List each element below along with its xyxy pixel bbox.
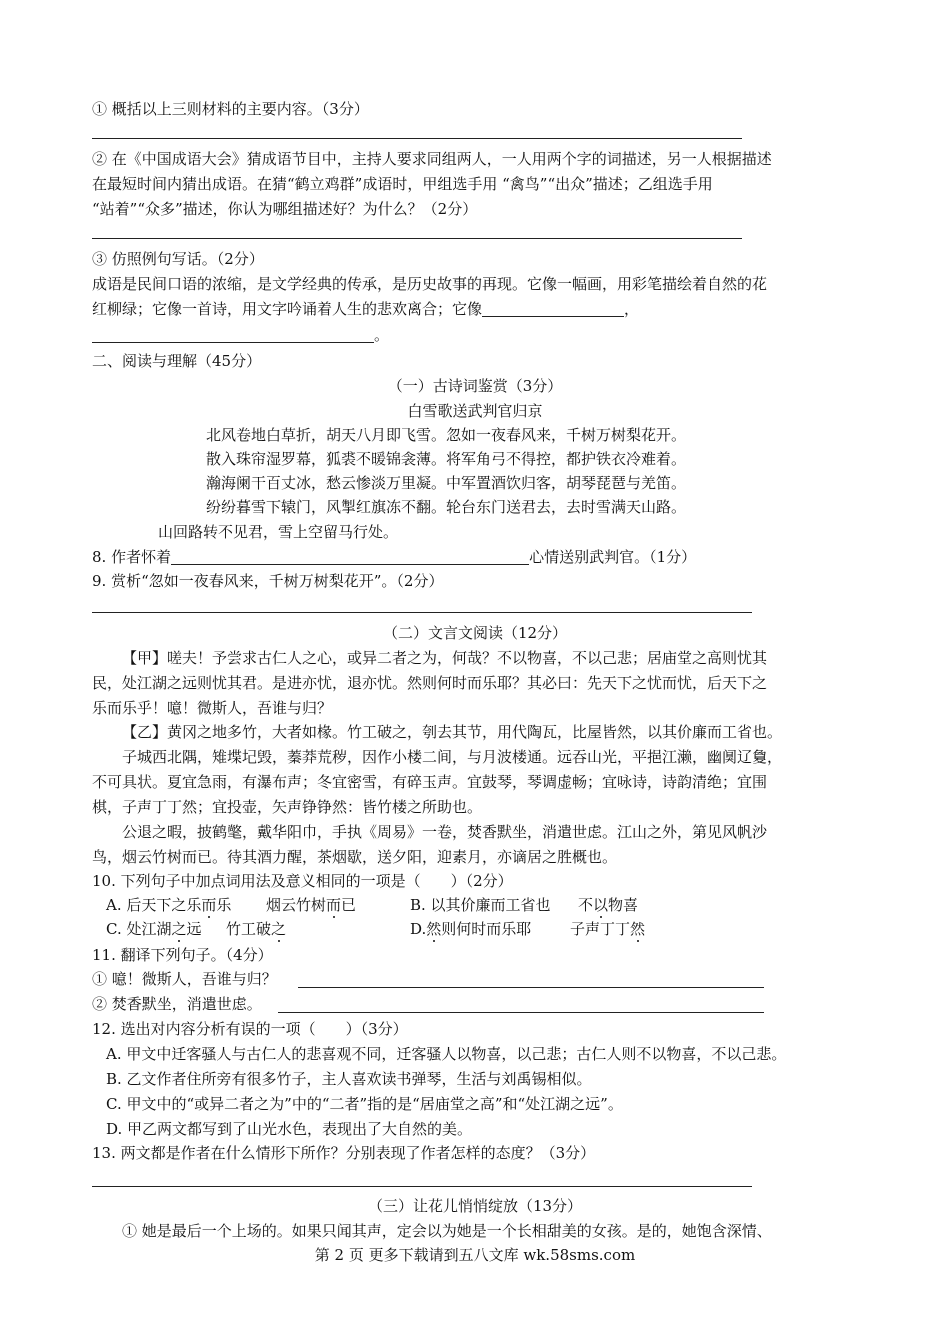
- question-10: 10. 下列句子中加点词用法及意义相同的一项是（ ）（2分）: [92, 872, 513, 890]
- question-3: ③ 仿照例句写话。（2分）: [92, 250, 264, 268]
- poem-line: 北风卷地白草折，胡天八月即飞雪。忽如一夜春风来，千树万树梨花开。: [206, 426, 687, 444]
- question-8: [92, 546, 696, 568]
- option-text: 不: [578, 896, 594, 914]
- answer-line[interactable]: [92, 1186, 752, 1187]
- passage-yi-line: 棋，子声丁丁然；宜投壶，矢声铮铮然：皆竹楼之所助也。: [92, 798, 483, 816]
- poem-line: 纷纷暮雪下辕门，风掣红旗冻不翻。轮台东门送君去，去时雪满天山路。: [206, 498, 687, 516]
- dotted-word: 以: [593, 896, 609, 914]
- dotted-word: 然: [630, 920, 646, 938]
- question-12-option[interactable]: A. 甲文中迁客骚人与古仁人的悲喜观不同，迁客骚人以物喜，以己悲；古仁人则不以物喜，不以己悲。: [106, 1045, 787, 1063]
- passage-yi-line: 不可具状。夏宜急雨，有瀑布声；冬宜密雪，有碎玉声。宜鼓琴，琴调虚畅；宜咏诗，诗韵清绝；宜围: [92, 773, 768, 791]
- question-2-line-3: “站着”“众多”描述，你认为哪组描述好？为什么？（2分）: [92, 200, 478, 218]
- passage-yi-line: 鸟，烟云竹树而已。待其酒力醒，茶烟歇，送夕阳，迎素月，亦谪居之胜概也。: [92, 848, 618, 866]
- question-3-example-line-3: [92, 324, 389, 346]
- option-text: D.: [410, 920, 427, 938]
- question-10-option-a[interactable]: [106, 894, 231, 916]
- option-text: 子声丁丁: [570, 920, 631, 938]
- passage-jia-line: 乐而乐乎！噫！微斯人，吾谁与归？: [92, 699, 333, 717]
- passage-yi-line: 【乙】黄冈之地多竹，大者如椽。竹工破之，刳去其节，用代陶瓦，比屋皆然，以其价廉而工省也。: [122, 723, 783, 741]
- comma: ，: [624, 300, 640, 318]
- question-10-option-b-second: [578, 894, 638, 916]
- reading-paragraph: ① 她是最后一个上场的。如果只闻其声，定会以为她是一个长相甜美的女孩。是的，她饱含深情、: [122, 1222, 772, 1240]
- poem-title: 白雪歌送武判官归京: [407, 402, 543, 420]
- option-text: 竹工破: [226, 920, 272, 938]
- question-2-line-2: 在最短时间内猜出成语。在猜“鹤立鸡群”成语时，甲组选手用 “禽鸟”“出众”描述；乙组选手用: [92, 175, 713, 193]
- question-11-item-1: ① 噫！微斯人，吾谁与归？: [92, 970, 277, 988]
- question-10-option-c-second: [226, 918, 286, 940]
- question-3-example-line-2: [92, 298, 639, 320]
- dotted-word: 而: [326, 896, 342, 914]
- question-10-option-d[interactable]: [410, 918, 531, 940]
- fill-blank[interactable]: [171, 548, 529, 565]
- page-footer: 第 2 页 更多下载请到五八文库 wk.58sms.com: [314, 1246, 636, 1264]
- passage-jia-line: 民，处江湖之远则忧其君。是进亦忧，退亦忧。然则何时而乐耶？其必曰：先天下之忧而忧，后天下之: [92, 674, 768, 692]
- poem-line: 散入珠帘湿罗幕，狐裘不暖锦衾薄。将军角弓不得控，都护铁衣冷难着。: [206, 450, 687, 468]
- question-12-option[interactable]: B. 乙文作者住所旁有很多竹子，主人喜欢读书弹琴，生活与刘禹锡相似。: [106, 1070, 592, 1088]
- fill-blank[interactable]: [482, 300, 624, 317]
- question-10-option-b[interactable]: [410, 894, 551, 916]
- answer-line[interactable]: [92, 238, 742, 239]
- question-3-example-text: 红柳绿；它像一首诗，用文字吟诵着人生的悲欢离合；它像: [92, 300, 483, 318]
- dotted-word: 然: [426, 920, 442, 938]
- answer-line[interactable]: [298, 987, 764, 988]
- question-8-prefix: 8. 作者怀着: [92, 548, 172, 566]
- dotted-word: 而: [201, 896, 217, 914]
- section-title: 二、阅读与理解（45分）: [92, 352, 262, 370]
- period: 。: [374, 326, 390, 344]
- question-10-option-a-second: [266, 894, 356, 916]
- option-text: B. 以其价廉而工省也: [410, 896, 551, 914]
- poem-section-title: （一）古诗词鉴赏（3分）: [387, 377, 563, 395]
- question-8-suffix: 心情送别武判官。（1分）: [529, 548, 697, 566]
- option-text: A. 后天下之乐: [106, 896, 202, 914]
- question-11-item-2: ② 焚香默坐，消遣世虑。: [92, 995, 262, 1013]
- option-text: 物喜: [608, 896, 639, 914]
- answer-line[interactable]: [92, 138, 742, 139]
- option-text: 则何时而乐耶: [441, 920, 532, 938]
- question-12-option[interactable]: C. 甲文中的“或异二者之为”中的“二者”指的是“居庙堂之高”和“处江湖之远”。: [106, 1095, 623, 1113]
- option-text: 烟云竹树: [266, 896, 327, 914]
- answer-line[interactable]: [278, 1012, 764, 1013]
- passage-yi-line: 公退之暇，披鹤氅，戴华阳巾，手执《周易》一卷，焚香默坐，消遣世虑。江山之外，第见风帆沙: [122, 823, 768, 841]
- option-text: 已: [341, 896, 357, 914]
- dotted-word: 之: [171, 920, 187, 938]
- question-3-example-line-1: 成语是民间口语的浓缩，是文学经典的传承，是历史故事的再现。它像一幅画，用彩笔描绘着自然的花: [92, 275, 768, 293]
- option-text: C. 处江湖: [106, 920, 172, 938]
- poem-line: 瀚海阑干百丈冰，愁云惨淡万里凝。中军置酒饮归客，胡琴琵琶与羌笛。: [206, 474, 687, 492]
- reading-section-title: （三）让花儿悄悄绽放（13分）: [367, 1197, 583, 1215]
- question-9: 9. 赏析“忽如一夜春风来，千树万树梨花开”。（2分）: [92, 572, 444, 590]
- question-10-option-d-second: [570, 918, 645, 940]
- classical-section-title: （二）文言文阅读（12分）: [382, 624, 568, 642]
- dotted-word: 之: [271, 920, 287, 938]
- passage-jia-line: 【甲】嗟夫！予尝求古仁人之心，或异二者之为，何哉？不以物喜，不以己悲；居庙堂之高则忧其: [122, 649, 768, 667]
- question-12-option[interactable]: D. 甲乙两文都写到了山光水色，表现出了大自然的美。: [106, 1120, 473, 1138]
- question-12: 12. 选出对内容分析有误的一项（ ）（3分）: [92, 1020, 408, 1038]
- poem-line: 山回路转不见君，雪上空留马行处。: [158, 523, 399, 541]
- answer-line[interactable]: [92, 612, 752, 613]
- question-13: 13. 两文都是作者在什么情形下所作？分别表现了作者怎样的态度？（3分）: [92, 1144, 596, 1162]
- question-1: ① 概括以上三则材料的主要内容。（3分）: [92, 100, 369, 118]
- question-11: 11. 翻译下列句子。（4分）: [92, 946, 273, 964]
- passage-yi-line: 子城西北隅，雉堞圮毁，蓁莽荒秽，因作小楼二间，与月波楼通。远吞山光，平挹江濑，幽阒辽敻，: [122, 748, 783, 766]
- option-text: 远: [186, 920, 202, 938]
- question-10-option-c[interactable]: [106, 918, 202, 940]
- fill-blank[interactable]: [92, 326, 374, 343]
- option-text: 乐: [216, 896, 232, 914]
- question-2-line-1: ② 在《中国成语大会》猜成语节目中，主持人要求同组两人，一人用两个字的词描述，另一人根据描述: [92, 150, 772, 168]
